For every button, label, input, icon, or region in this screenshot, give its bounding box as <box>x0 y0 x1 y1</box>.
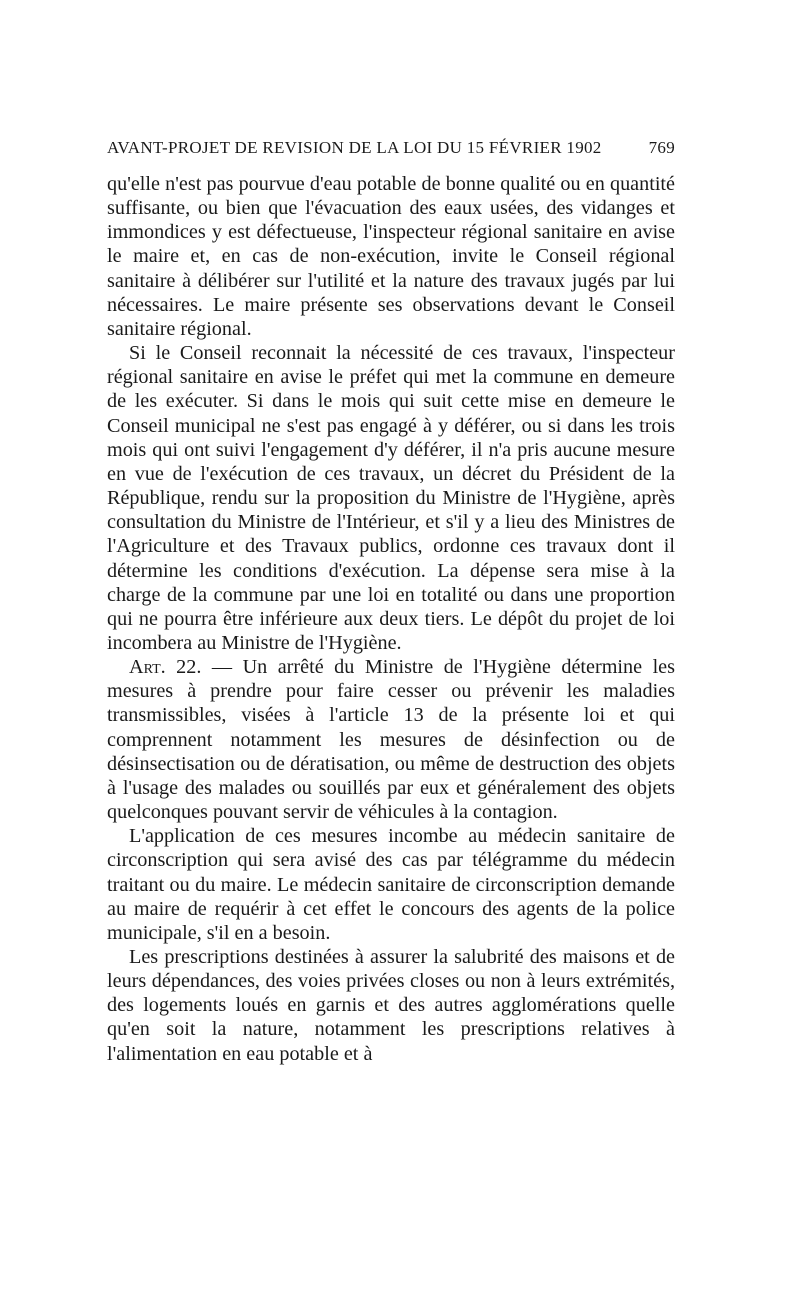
running-title: AVANT-PROJET DE REVISION DE LA LOI DU 15 FÉVRIER 1902 <box>107 138 602 157</box>
book-page <box>107 138 675 1066</box>
running-header <box>107 138 675 158</box>
paragraph-works-decree: Si le Conseil reconnait la nécessité de ces travaux, l'inspecteur régional sanitaire en avise le préfet qui met la commune en demeure de les exécuter. Si dans le mois qui suit cette mise en demeure le Conseil municipal ne s'est pas engagé à y déférer, ou si dans les trois mois qui ont suivi l'engagement d'y déférer, il n'a pris aucune mesure en vue de l'exécution de ces travaux, un décret du Président de la République, rendu sur la proposition du Ministre de l'Hygiène, après consultation du Ministre de l'Intérieur, et s'il y a lieu des Ministres de l'Agriculture et des Travaux publics, ordonne ces travaux dont il détermine les conditions d'exécution. La dépense sera mise à la charge de la commune par une loi en totalité ou dans une proportion qui ne pourra être inférieure aux deux tiers. Le dépôt du projet de loi incombera au Ministre de l'Hygiène. <box>107 342 675 654</box>
paragraph-article-22 <box>107 655 675 824</box>
paragraph-application-measures: L'application de ces mesures incombe au médecin sanitaire de circonscription qui sera avisé des cas par télégramme du médecin traitant ou du maire. Le médecin sanitaire de circonscription demande au maire de requérir à cet effet le concours des agents de la police municipale, s'il en a besoin. <box>107 825 675 944</box>
paragraph-continuation: qu'elle n'est pas pourvue d'eau potable de bonne qualité ou en quantité suffisante, ou bien que l'évacuation des eaux usées, des vidanges et immondices y est défectueuse, l'inspecteur régional sanitaire en avise le maire et, en cas de non-exécution, invite le Conseil régional sanitaire à délibérer sur l'utilité et la nature des travaux jugés par lui nécessaires. Le maire présente ses observations devant le Conseil sanitaire régional. <box>107 173 675 340</box>
paragraph-prescriptions: Les prescriptions destinées à assurer la salubrité des maisons et de leurs dépendances, des voies privées closes ou non à leurs extrémités, des logements loués en garnis et des autres agglomérations quelle qu'en soit la nature, notamment les prescriptions relatives à l'alimentation en eau potable et à <box>107 946 675 1065</box>
article-22-text: — Un arrêté du Ministre de l'Hygiène détermine les mesures à prendre pour faire cesser ou prévenir les maladies transmissibles, visées à l'article 13 de la présente loi et qui comprennent notamment les mesures de désinfection ou de désinsectisation ou de dératisation, ou même de destruction des objets à l'usage des malades ou souillés par eux et généralement des objets quelconques pouvant servir de véhicules à la contagion. <box>107 656 675 824</box>
page-number: 769 <box>648 138 675 157</box>
article-label: Art. 22. <box>129 656 202 679</box>
